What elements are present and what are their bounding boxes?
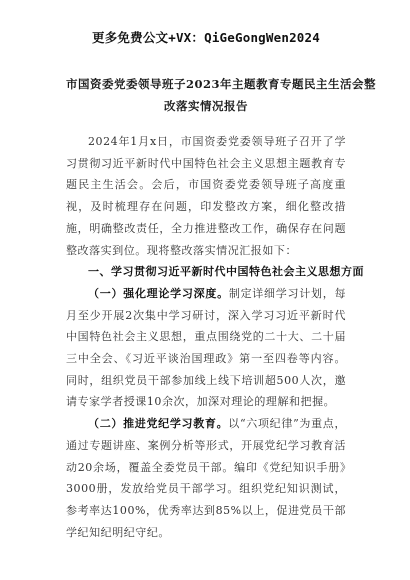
section-item-1 (66, 283, 346, 413)
document-title-line-1: 市国资委党委领导班子2023年主题教育专题民主生活会整 (66, 77, 377, 91)
section-item-2-text: 以“六项纪律”为重点，通过专题讲座、案例分析等形式，开展党纪学习教育活动20余场，覆盖全委党员干部。编印《党纪知识手册》3000册，发放给党员干部学习。组织党纪知识测试，参考率达100%，优秀率达到85%以上，促进党员干部学纪知纪明纪守纪。 (66, 417, 346, 539)
document-title (66, 73, 377, 117)
section-item-1-label: （一）强化理论学习深度。 (88, 286, 229, 300)
section-item-2 (66, 413, 346, 543)
watermark-text: 更多免费公文+VX：QiGeGongWen2024 (92, 30, 320, 45)
intro-paragraph: 2024年1月x日，市国资委党委领导班子召开了学习贯彻习近平新时代中国特色社会主义思想主题教育专题民主生活会。会后，市国资委党委领导班子高度重视，及时梳理存在问题，印发整改方案，细化整改措施，明确整改责任，全力推进整改工作，确保存在问题整改落实到位。现将整改落实情况汇报如下： (66, 135, 346, 257)
section-item-1-text: 制定详细学习计划，每月至少开展2次集中学习研讨，深入学习习近平新时代中国特色社会主义思想，重点围绕党的二十大、二十届三中全会、《习近平谈治国理政》第一至四卷等内容。同时，组织党员干部参加线上线下培训超500人次，邀请专家学者授课10余次，加深对理论的理解和把握。 (66, 286, 346, 409)
section-item-2-label: （二）推进党纪学习教育。 (88, 417, 229, 431)
section-heading-1: 一、学习贯彻习近平新时代中国特色社会主义思想方面 (88, 265, 364, 279)
document-title-line-2: 改落实情况报告 (164, 99, 248, 113)
